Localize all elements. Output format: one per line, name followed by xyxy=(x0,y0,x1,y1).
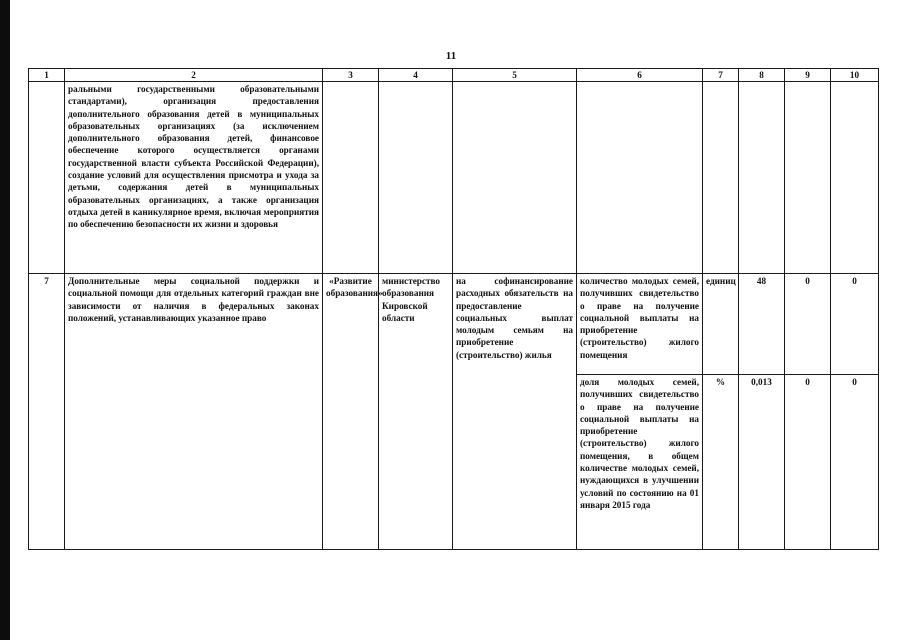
table-header-row xyxy=(29,69,879,82)
page-number: 11 xyxy=(445,50,457,62)
table-row xyxy=(29,82,879,274)
unit-cell: единиц xyxy=(703,274,739,375)
indicator-cell: доля молодых семей, получивших свидетельство о праве на получение социальной выплаты на приобретение (строительство) жилого помещения, в общем количестве молодых семей, нуждающихся в улучшении условий по состоянию на 01 января 2015 года xyxy=(577,375,703,550)
authority-cell: министерство образования Кировской области xyxy=(379,274,453,550)
header-cell: 10 xyxy=(831,69,879,82)
scan-edge-bar xyxy=(0,0,10,640)
header-cell: 2 xyxy=(65,69,323,82)
value-cell xyxy=(739,82,785,274)
measure-name-cell: ральными государственными образовательными стандартами), организация предоставления дополнительного образования детей в муниципальных образовательных организациях (за исключением дополнительного образования детей, финансовое обеспечение которого осуществляется органами государственной власти субъекта Российской Федерации), создание условий для осуществления присмотра и ухода за детьми, содержания детей в муниципальных образовательных организациях, а также организация отдыха детей в каникулярное время, включая мероприятия по обеспечению безопасности их жизни и здоровья xyxy=(65,82,323,274)
program-cell: «Развитие образования» xyxy=(323,274,379,550)
row-number-cell: 7 xyxy=(29,274,65,550)
measure-name-cell: Дополнительные меры социальной поддержки и социальной помощи для отдельных категорий граждан вне зависимости от наличия в федеральных законах положений, устанавливающих указанное право xyxy=(65,274,323,550)
row-number-cell xyxy=(29,82,65,274)
header-cell: 8 xyxy=(739,69,785,82)
program-cell xyxy=(323,82,379,274)
unit-cell: % xyxy=(703,375,739,550)
purpose-cell xyxy=(453,82,577,274)
value-cell: 0 xyxy=(785,375,831,550)
table-row xyxy=(29,274,879,375)
value-cell: 0 xyxy=(831,274,879,375)
unit-cell xyxy=(703,82,739,274)
value-cell xyxy=(785,82,831,274)
header-cell: 1 xyxy=(29,69,65,82)
value-cell: 0,013 xyxy=(739,375,785,550)
header-cell: 9 xyxy=(785,69,831,82)
header-cell: 6 xyxy=(577,69,703,82)
header-cell: 7 xyxy=(703,69,739,82)
header-cell: 5 xyxy=(453,69,577,82)
program-table xyxy=(28,68,879,550)
value-cell xyxy=(831,82,879,274)
value-cell: 0 xyxy=(785,274,831,375)
header-cell: 3 xyxy=(323,69,379,82)
header-cell: 4 xyxy=(379,69,453,82)
indicator-cell: количество молодых семей, получивших свидетельство о праве на получение социальной выплаты на приобретение (строительство) жилого помещения xyxy=(577,274,703,375)
authority-cell xyxy=(379,82,453,274)
indicator-cell xyxy=(577,82,703,274)
purpose-cell: на софинансирование расходных обязательств на предоставление социальных выплат молодым семьям на приобретение (строительство) жилья xyxy=(453,274,577,550)
value-cell: 0 xyxy=(831,375,879,550)
value-cell: 48 xyxy=(739,274,785,375)
